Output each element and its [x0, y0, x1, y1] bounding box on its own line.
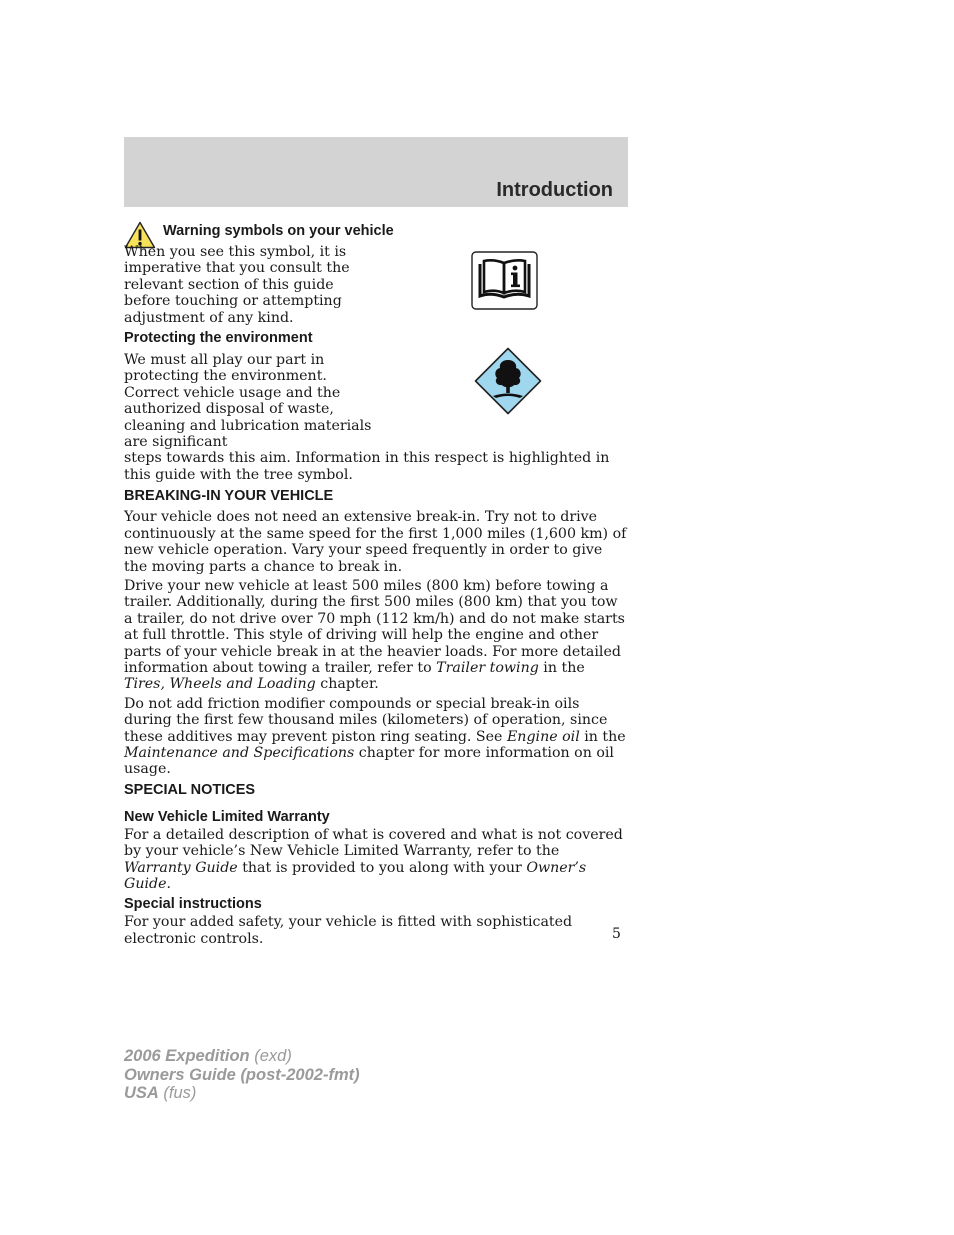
text-run: chapter.: [315, 676, 379, 693]
special-instructions-body: For your added safety, your vehicle is fitted with sophisticated electronic controls.: [124, 914, 573, 947]
footer-line-1: [124, 1047, 360, 1066]
footer-market: USA: [124, 1084, 159, 1102]
special-notices-heading: SPECIAL NOTICES: [124, 781, 256, 798]
environment-title: Protecting the environment: [124, 330, 313, 347]
reference-engine-oil: Engine oil: [506, 728, 580, 745]
section-header-band: [124, 137, 628, 207]
page-content: [124, 221, 628, 947]
text-run: in the: [538, 659, 585, 676]
footer-guide-type: Owners Guide (post-2002-fmt): [124, 1065, 360, 1084]
footer-model: 2006 Expedition: [124, 1047, 250, 1065]
warning-body: When you see this symbol, it is imperative that you consult the relevant section of this guide before touching or attempting adjustment of any kind.: [124, 244, 350, 326]
text-run: Do not add friction modifier compounds or special break-in oils during the first few thousand miles (kilometers) of operation, since these additives may prevent piston ring seating. See: [124, 695, 608, 745]
text-run: in the: [579, 728, 626, 745]
text-run: Drive your new vehicle at least 500 miles (800 km) before towing a trailer. Additionally, during the first 500 miles (800 km) that you tow a trailer, do not drive over 70 mph (112 km/h) and do not make starts at full throttle. This style of driving will help the engine and other parts of your vehicle break in at the heavier loads. For more detailed information about towing a trailer, refer to: [124, 577, 625, 676]
warranty-heading: New Vehicle Limited Warranty: [124, 808, 330, 825]
footer-model-code: (exd): [249, 1047, 292, 1065]
environment-section: [124, 329, 628, 483]
environment-tree-icon: [474, 347, 542, 415]
environment-body-narrow: We must all play our part in protecting the environment. Correct vehicle usage and the authorized disposal of waste, cleaning and lubrication materials are significant: [124, 352, 372, 451]
breaking-in-paragraph-1: Your vehicle does not need an extensive break-in. Try not to drive continuously at the same speed for the first 1,000 miles (1,600 km) of new vehicle operation. Vary your speed frequently in order to give the moving parts a chance to break in.: [124, 509, 627, 575]
text-run: For a detailed description of what is covered and what is not covered by your vehicle’s New Vehicle Limited Warranty, refer to the: [124, 826, 623, 860]
reference-maintenance-chapter: Maintenance and Specifications: [124, 744, 355, 761]
footer-line-3: [124, 1084, 360, 1103]
reference-tires-chapter: Tires, Wheels and Loading: [124, 676, 316, 693]
breaking-in-paragraph-2: [124, 578, 628, 693]
footer-market-code: (fus): [158, 1084, 197, 1102]
reference-owners-guide: Owner’s Guide.: [124, 859, 587, 892]
text-run: chapter for more information on oil usage.: [124, 744, 614, 778]
text-run: that is provided to you along with your: [237, 859, 527, 876]
warning-section: [124, 221, 628, 326]
owner-guide-book-icon: [471, 251, 538, 310]
special-instructions-heading: Special instructions: [124, 896, 262, 913]
page-number: 5: [612, 926, 621, 942]
breaking-in-paragraph-3: [124, 696, 628, 778]
reference-trailer-towing: Trailer towing: [436, 659, 539, 676]
footer-line-2: [124, 1066, 360, 1085]
environment-body-wide: steps towards this aim. Information in this respect is highlighted in this guide with the tree symbol.: [124, 450, 610, 483]
warning-title: Warning symbols on your vehicle: [163, 223, 394, 239]
reference-warranty-guide: Warranty Guide: [124, 859, 238, 876]
section-title: Introduction: [496, 179, 613, 201]
document-footer: [124, 1047, 360, 1103]
warranty-body: [124, 827, 628, 893]
breaking-in-heading: BREAKING-IN YOUR VEHICLE: [124, 488, 334, 505]
